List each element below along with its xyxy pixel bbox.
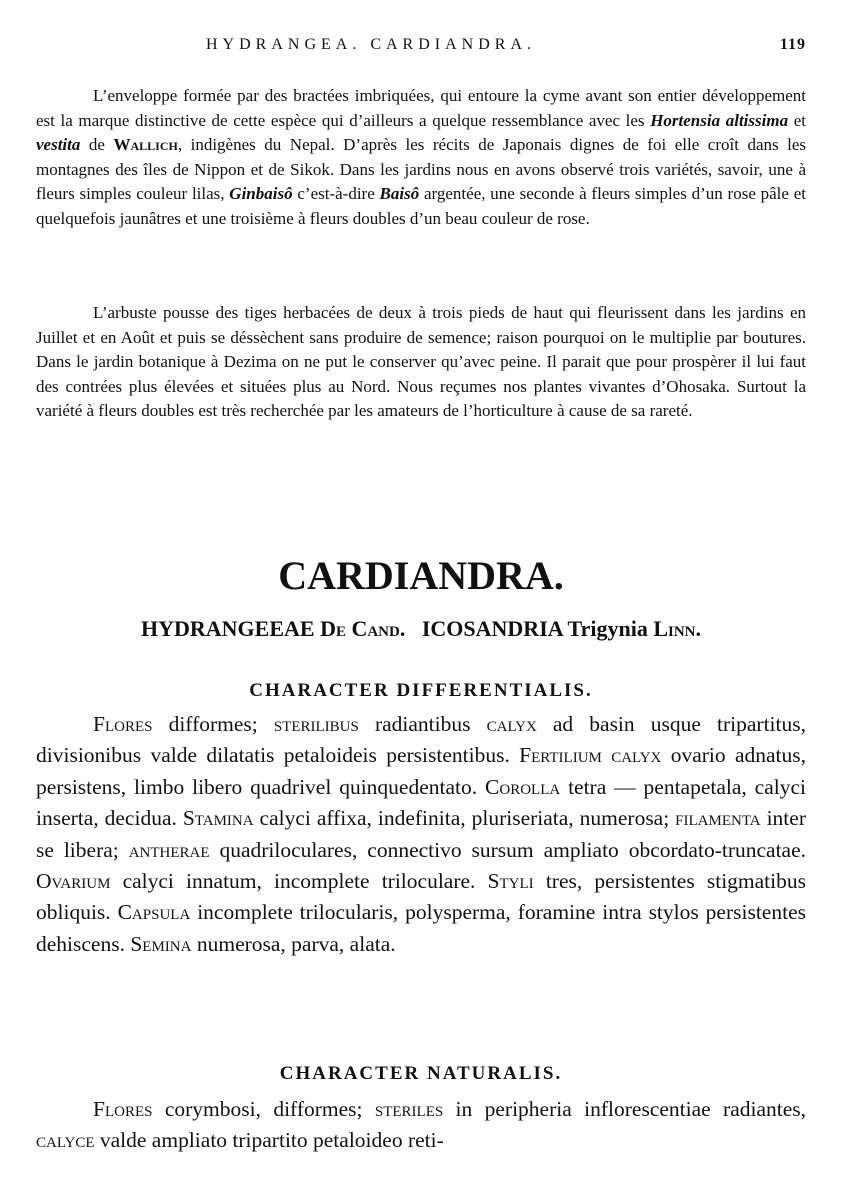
author-name: Wallich: [113, 135, 178, 155]
term: Semina: [130, 931, 192, 956]
text-run: radiantibus: [358, 712, 487, 736]
genus-title: CARDIANDRA.: [278, 553, 564, 598]
variety-name: Baisô: [379, 184, 420, 204]
text-run: tres, persistentes stigmatibus obliquis.: [36, 869, 806, 925]
classification-line: [36, 616, 806, 642]
paragraph-character-differentialis: [36, 709, 806, 960]
text-run: calyci affixa, indefinita, pluriseriata, numerosa;: [253, 806, 676, 831]
variety-name: Ginbaisô: [229, 184, 293, 204]
text-run: c’est-à-dire: [292, 184, 380, 204]
term: calyce: [36, 1128, 95, 1153]
paragraph-character-naturalis: [36, 1094, 806, 1157]
section-heading-naturalis: CHARACTER NATURALIS.: [279, 1063, 563, 1084]
text-run: ad basin usque tripartitus, divisionibus valde dilatatis petaloideis persistentibus.: [36, 712, 806, 768]
text-run: de: [80, 135, 114, 155]
running-head-title: HYDRANGEA. CARDIANDRA.: [206, 36, 536, 53]
paragraph-envelope: [36, 84, 806, 232]
term: Styli: [487, 869, 534, 894]
term: Ovarium: [36, 869, 111, 894]
text-run: numerosa, parva, alata.: [191, 931, 396, 956]
text-run: difformes;: [152, 712, 274, 736]
text-run: corymbosi, difformes;: [152, 1097, 375, 1121]
term: Fertilium calyx: [519, 743, 662, 768]
term: Flores: [93, 1097, 153, 1121]
text-run: , indigènes du Nepal. D’après les récits de Japonais dignes de foi elle croît dans les montagnes des îles de Nippon et de Sikok. Dans les jardins nous en avons observé trois variétés, savoir, une à fleurs simples couleur lilas,: [36, 135, 807, 204]
text-run: tetra — pentapetala, calyci inserta, decidua.: [36, 774, 806, 831]
text-run: L’enveloppe formée par des bractées imbriquées, qui entoure la cyme avant son entier développement est la marque distinctive de cette espèce qui d’ailleurs a quelque ressemblance avec les: [36, 86, 806, 130]
running-head: [36, 36, 806, 58]
term: sterilibus: [273, 712, 359, 736]
section-heading-differentialis: CHARACTER DIFFERENTIALIS.: [249, 680, 593, 701]
text-run: calyci innatum, incomplete triloculare.: [110, 869, 488, 894]
family-name: HYDRANGEEAE: [140, 616, 315, 641]
linnaean-order: Trigynia: [567, 616, 648, 641]
paragraph-cultivation: L’arbuste pousse des tiges herbacées de deux à trois pieds de haut qui fleurissent dans les jardins en Juillet et en Août et puis se déssèchent sans produire de semence; raison pourquoi on le multiplie par boutures. Dans le jardin botanique à Dezima on ne put le conserver qu’avec peine. Il parait que pour prospèrer il lui faut des contrées plus élevées et situées plus au Nord. Nous reçumes nos plantes vivantes d’Ohosaka. Surtout la variété à fleurs doubles est très recherchée par les amateurs de l’horticulture à cause de sa rareté.: [36, 303, 806, 421]
text-run: in peripheria inflorescentiae radiantes,: [443, 1097, 807, 1121]
page-number: 119: [779, 36, 806, 53]
species-name: vestita: [36, 135, 81, 155]
text-run: et: [788, 110, 806, 130]
term: filamenta: [675, 806, 761, 831]
term: steriles: [374, 1097, 444, 1121]
term: Stamina: [182, 806, 254, 831]
species-name: Hortensia altissima: [650, 110, 789, 130]
term: Flores: [93, 712, 153, 736]
family-author: De Cand.: [320, 616, 406, 641]
text-run: inter se libera;: [36, 806, 806, 862]
text-run: ovario adnatus, persistens, limbo libero quadrivel quinquedentato.: [36, 743, 806, 799]
linnaean-class: ICOSANDRIA: [421, 616, 563, 641]
text-run: argentée, une seconde à fleurs simples d’un rose pâle et quelquefois jaunâtres et une troisième à fleurs doubles d’un beau couleur de rose.: [36, 184, 806, 228]
term: Capsula: [117, 900, 191, 925]
term: calyx: [486, 712, 537, 736]
text-run: incomplete trilocularis, polysperma, foramine intra stylos persistentes dehiscens.: [36, 900, 806, 956]
text-run: valde ampliato tripartito petaloideo reti-: [94, 1128, 444, 1153]
term: Corolla: [485, 774, 561, 799]
text-run: quadriloculares, connectivo sursum ampliato obcordato-truncatae.: [209, 837, 807, 862]
term: antherae: [128, 837, 210, 862]
linnaean-author: Linn.: [653, 616, 701, 641]
